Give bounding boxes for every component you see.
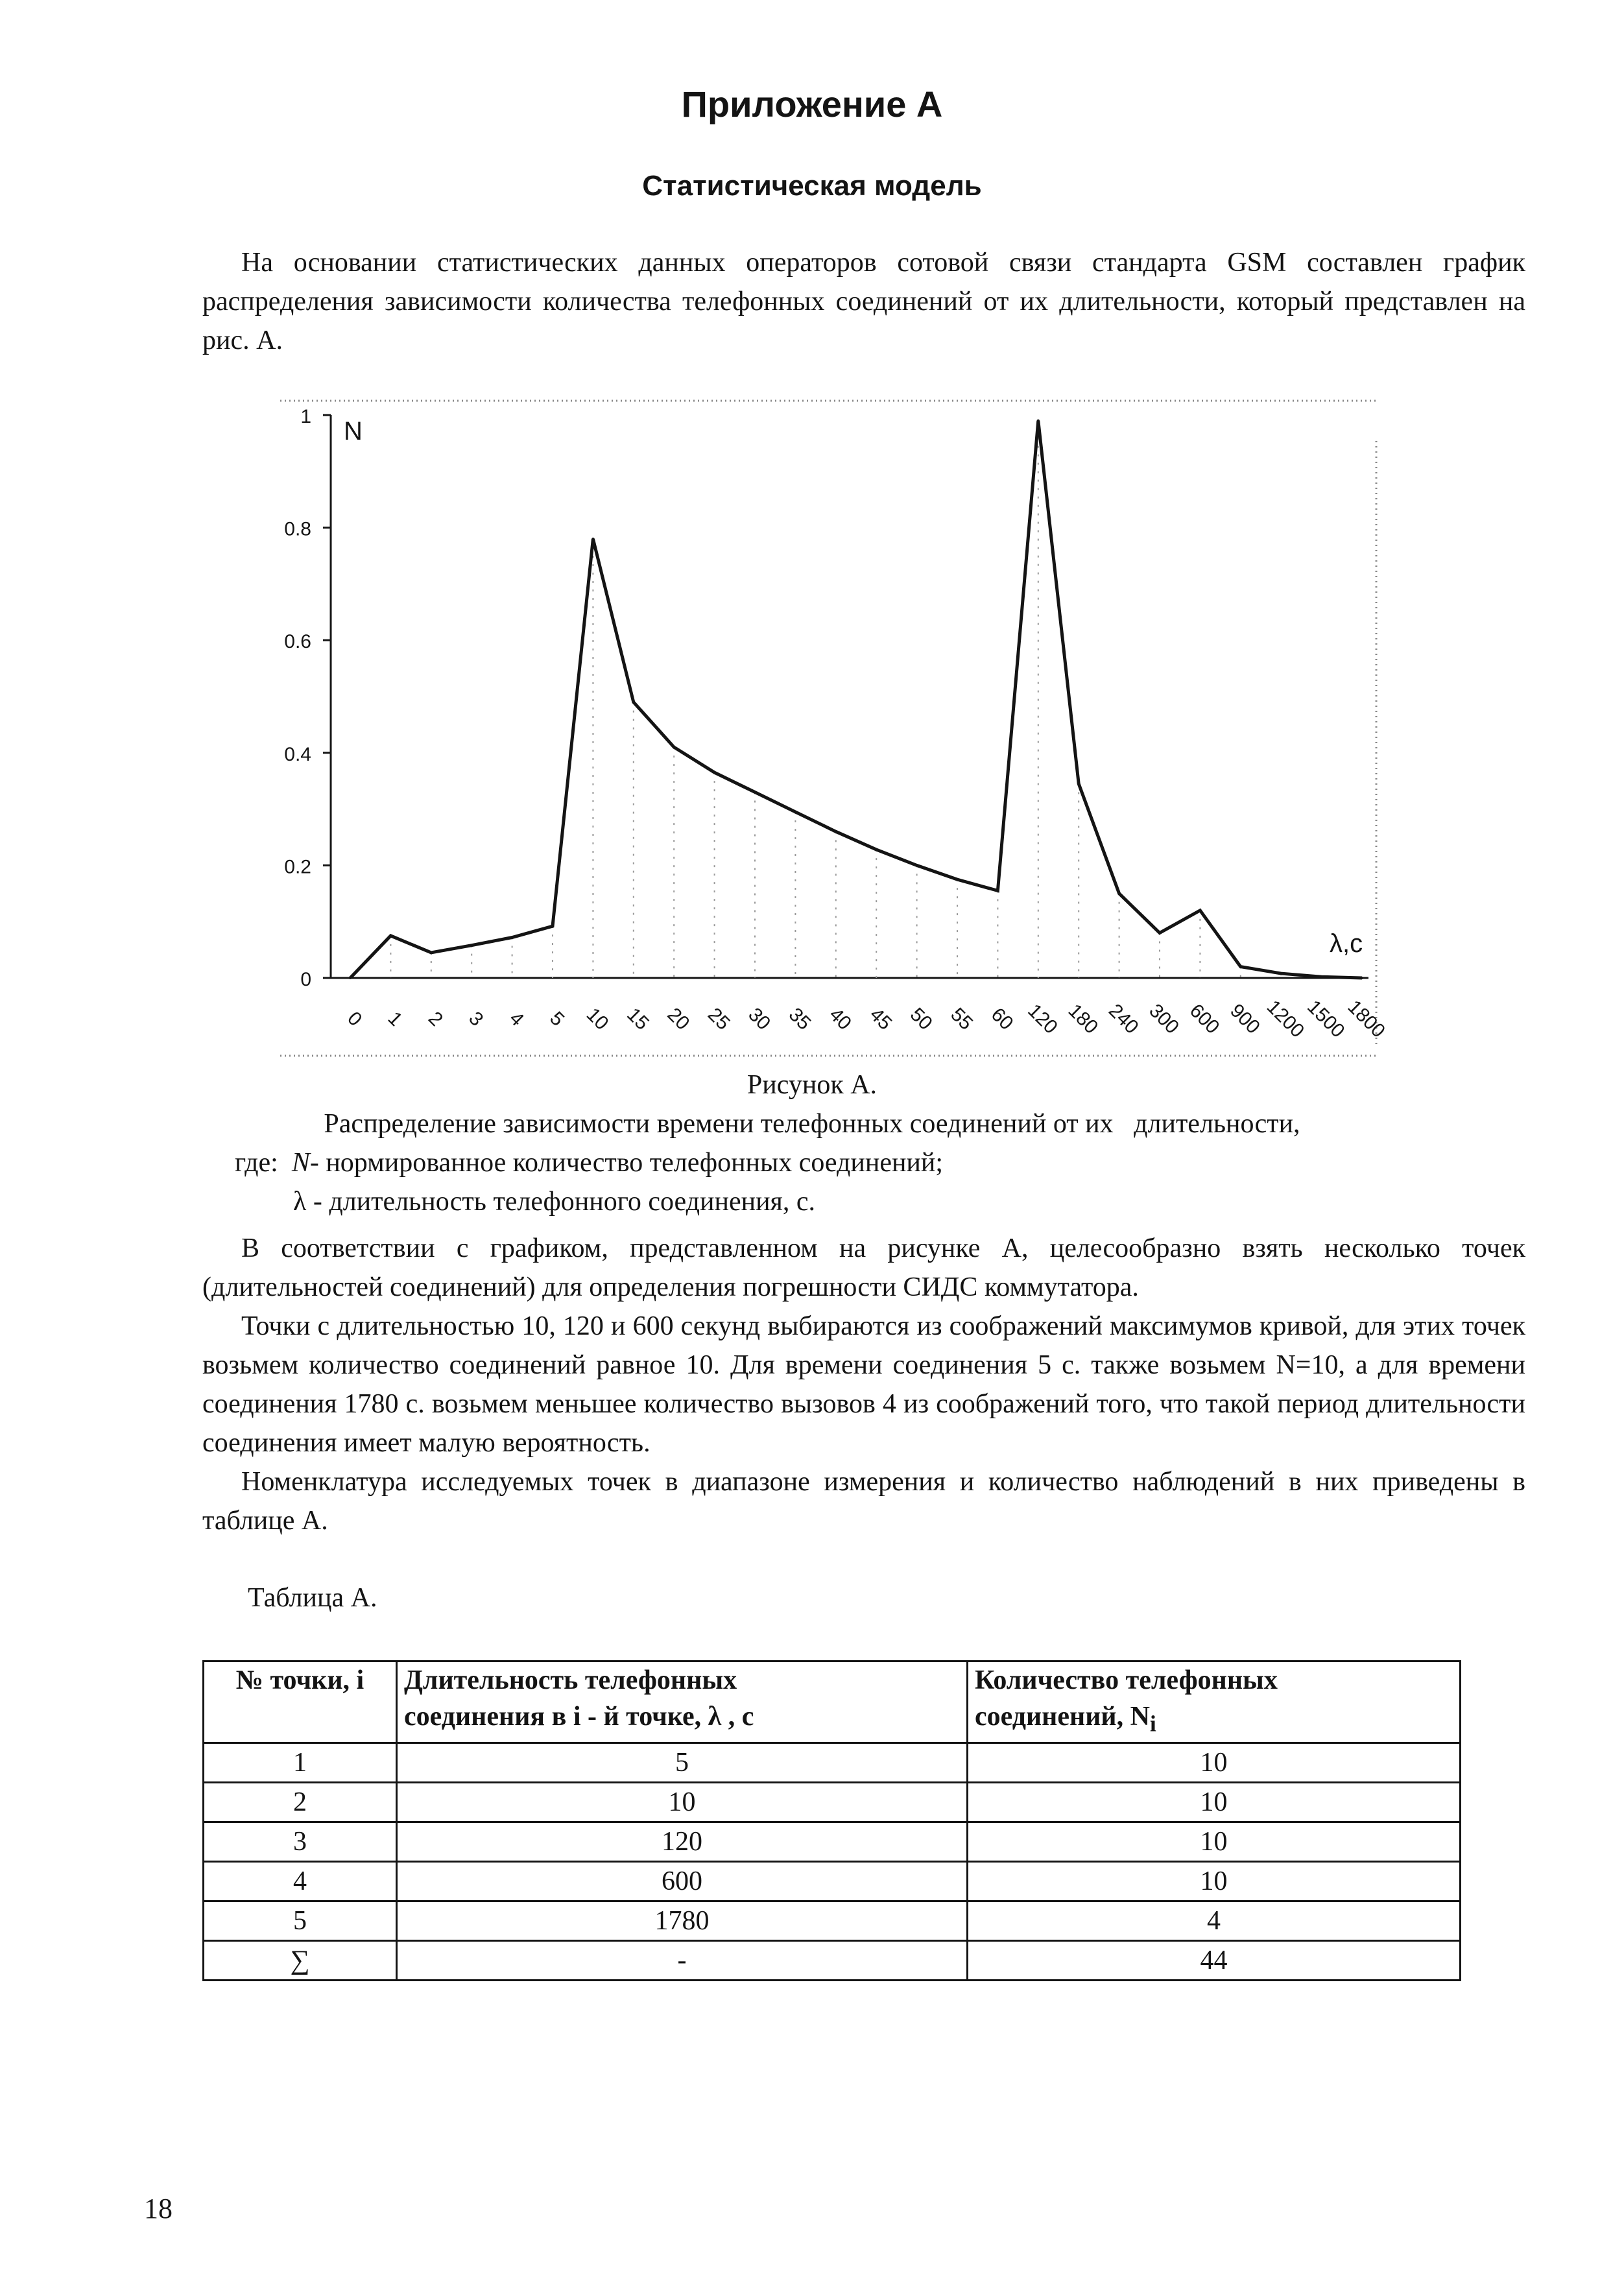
data-point [1239, 966, 1242, 968]
x-tick-label: 1 [383, 1007, 407, 1030]
x-tick-label: 50 [905, 1003, 937, 1034]
data-point [835, 830, 837, 833]
intro-paragraph: На основании статистических данных операторов сотовой связи стандарта GSM составлен график распределения зависимости количества телефонных соединений от их длительности, который представлен на рис. А. [202, 248, 1525, 355]
cell-duration: 120 [397, 1822, 968, 1862]
y-tick-label: 0 [300, 969, 311, 990]
cell-count: 4 [968, 1901, 1461, 1941]
cell-point: 5 [204, 1901, 397, 1941]
x-tick-label: 45 [865, 1003, 896, 1034]
chart-series [349, 420, 1363, 979]
data-point [1280, 972, 1282, 975]
header-count [968, 1661, 1461, 1743]
x-tick-label: 5 [545, 1007, 569, 1030]
chart-x-axis [331, 978, 1389, 1042]
chart-drop-lines [390, 421, 1321, 978]
cell-count: 10 [968, 1783, 1461, 1822]
data-point [1361, 977, 1363, 979]
paragraph-2: В соответствии с графиком, представленном на рисунке А, целесообразно взять несколько точек (длительностей соединений) для определения погрешности СИДС коммутатора. [202, 1233, 1525, 1302]
cell-point: 1 [204, 1743, 397, 1783]
chart-x-label: λ,c [1330, 929, 1363, 958]
header-duration [397, 1661, 968, 1743]
data-point [1118, 892, 1121, 895]
table-total-row [204, 1941, 1461, 1981]
cell-point: 4 [204, 1862, 397, 1901]
y-tick-label: 0.4 [284, 743, 311, 765]
data-point [916, 864, 918, 866]
x-tick-label: 240 [1104, 999, 1143, 1038]
table-header-row [204, 1661, 1461, 1743]
data-point [470, 944, 473, 947]
cell-count: 10 [968, 1822, 1461, 1862]
y-tick-label: 0.2 [284, 856, 311, 878]
figure-caption-line2 [235, 1145, 943, 1181]
section-subtitle: Статистическая модель [642, 170, 982, 202]
cell-duration: 600 [397, 1862, 968, 1901]
paragraph-3: Точки с длительностью 10, 120 и 600 секунд выбираются из соображений максимумов кривой, для этих точек возьмем количество соединений равное 10. Для времени соединения 5 с. также возьмем N=10, а для времени соединения 1780 с. возьмем меньшее количество вызовов 4 из соображений того, что такой период длительности соединения имеет малую вероятность. [202, 1311, 1525, 1458]
x-tick-label: 30 [744, 1003, 775, 1034]
table-caption: Таблица А. [248, 1583, 377, 1613]
data-point [511, 936, 514, 939]
x-tick-label: 3 [464, 1007, 488, 1030]
x-tick-label: 120 [1023, 999, 1062, 1038]
x-tick-label: 10 [582, 1003, 613, 1034]
header-duration-line2: соединения в i - й точке, λ , с [404, 1702, 754, 1732]
cell-duration: 5 [397, 1743, 968, 1783]
data-point [1077, 783, 1080, 785]
x-tick-label: 900 [1226, 999, 1264, 1038]
x-tick-label: 20 [663, 1003, 694, 1034]
y-tick-label: 0.8 [284, 518, 311, 540]
data-point [1199, 909, 1201, 912]
figure-caption-line1: Распределение зависимости времени телефонных соединений от их длительности, [324, 1109, 1300, 1139]
table-row [204, 1783, 1461, 1822]
cell-count: 10 [968, 1743, 1461, 1783]
table-row [204, 1901, 1461, 1941]
x-tick-label: 55 [946, 1003, 977, 1034]
data-point [956, 878, 959, 881]
data-point [349, 977, 352, 979]
x-tick-label: 2 [424, 1007, 448, 1030]
cell-duration: 10 [397, 1783, 968, 1822]
data-point [591, 538, 594, 540]
paragraph-4: Номенклатура исследуемых точек в диапазоне измерения и количество наблюдений в них приведены в таблице А. [202, 1467, 1525, 1536]
figure-label: Рисунок А. [746, 1070, 878, 1100]
table-row [204, 1862, 1461, 1901]
x-tick-label: 4 [505, 1007, 528, 1030]
header-count-subscript: i [1149, 1711, 1156, 1737]
points-table [202, 1660, 1461, 1981]
data-point [430, 951, 433, 954]
header-count-line2: соединений, N [975, 1702, 1150, 1732]
table-row [204, 1743, 1461, 1783]
cell-duration: 1780 [397, 1901, 968, 1941]
data-point [389, 935, 392, 937]
cell-point: 2 [204, 1783, 397, 1822]
y-tick-label: 0.6 [284, 631, 311, 653]
data-point [673, 746, 675, 748]
x-tick-label: 1500 [1303, 996, 1349, 1042]
data-point [996, 889, 999, 892]
x-tick-label: 0 [343, 1007, 366, 1030]
x-tick-label: 180 [1064, 999, 1103, 1038]
header-count-line1: Количество телефонных [975, 1665, 1278, 1695]
data-point [632, 701, 635, 704]
caption-n-definition: - нормированное количество телефонных соединений; [309, 1148, 944, 1178]
data-point [1037, 420, 1040, 422]
caption-symbol-n: N [291, 1148, 310, 1178]
data-point [1158, 932, 1161, 935]
data-point [875, 848, 878, 851]
chart-frame [280, 401, 1376, 1056]
page-number: 18 [144, 2193, 173, 2224]
x-tick-label: 300 [1145, 999, 1184, 1038]
header-duration-line1: Длительность телефонных [404, 1665, 737, 1695]
cell-total-count: 44 [968, 1941, 1461, 1981]
chart-y-label: N [344, 417, 363, 446]
x-tick-label: 1800 [1343, 996, 1389, 1042]
x-tick-label: 25 [703, 1003, 734, 1034]
cell-count: 10 [968, 1862, 1461, 1901]
table-row [204, 1822, 1461, 1862]
data-point [713, 771, 716, 774]
figure-caption-line3: λ - длительность телефонного соединения, с. [293, 1187, 816, 1217]
x-tick-label: 600 [1185, 999, 1224, 1038]
y-tick-label: 1 [300, 406, 311, 427]
x-tick-label: 1200 [1262, 996, 1309, 1042]
x-tick-label: 15 [623, 1003, 653, 1034]
distribution-chart [0, 0, 1624, 1064]
cell-sum-symbol: ∑ [204, 1941, 397, 1981]
chart-y-axis [284, 406, 331, 990]
x-tick-label: 35 [784, 1003, 815, 1034]
data-point [551, 925, 554, 927]
header-point-number: № точки, i [204, 1661, 397, 1743]
caption-where: где: [235, 1148, 292, 1178]
data-point [794, 811, 796, 813]
x-tick-label: 60 [986, 1003, 1018, 1034]
page-title: Приложение А [681, 84, 943, 125]
cell-point: 3 [204, 1822, 397, 1862]
data-point [1320, 975, 1323, 978]
series-line [350, 421, 1362, 978]
cell-duration: - [397, 1941, 968, 1981]
x-tick-label: 40 [825, 1003, 855, 1034]
data-point [754, 791, 756, 794]
